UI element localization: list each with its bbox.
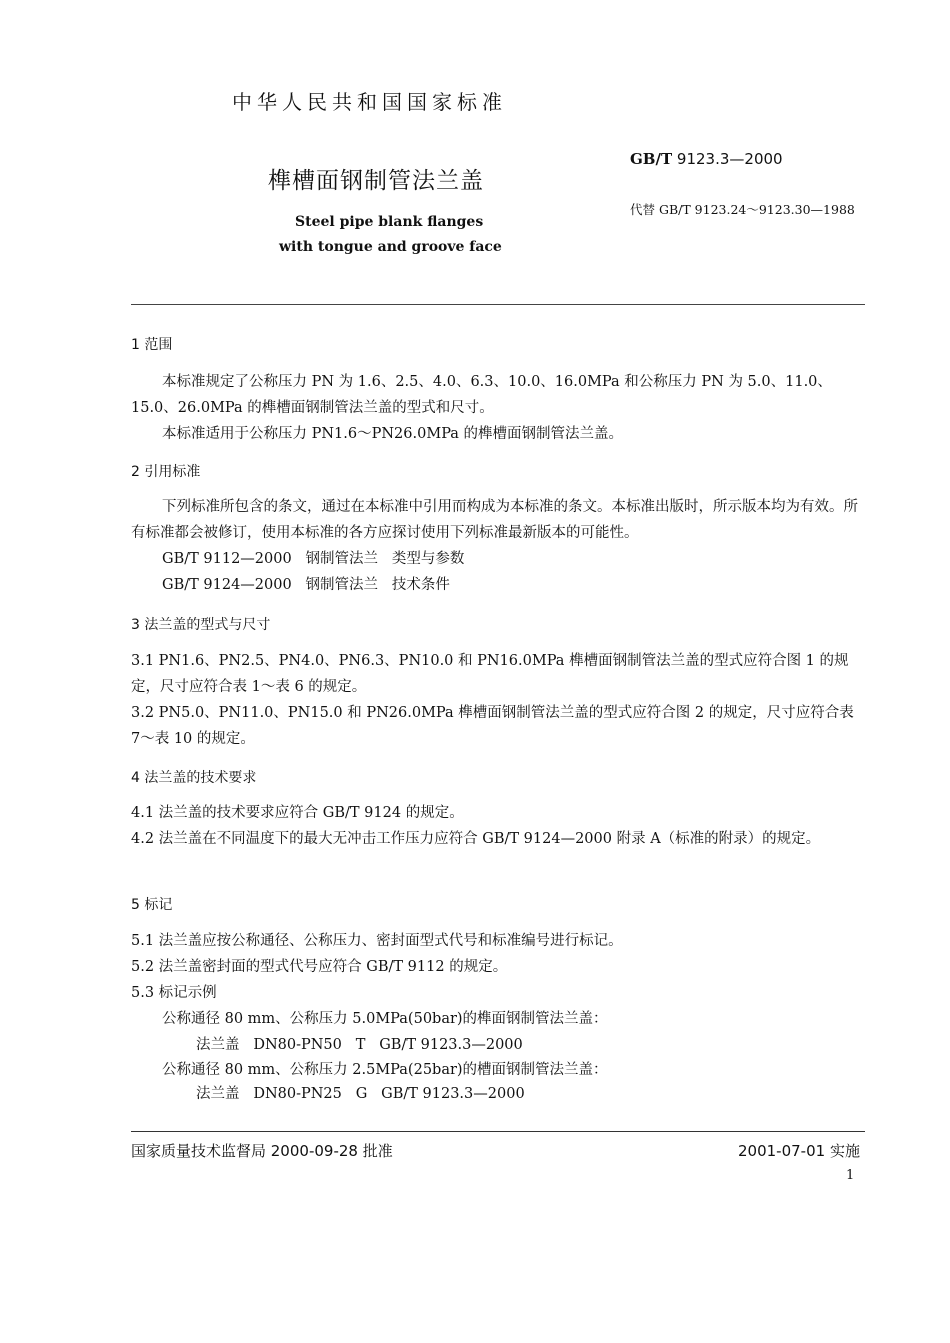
clause-5-3: 5.3 标记示例 — [131, 985, 217, 1001]
reference-gb-t-9124: GB/T 9124—2000 钢制管法兰 技术条件 — [162, 577, 450, 593]
section-1-paragraph-2: 本标准适用于公称压力 PN1.6～PN26.0MPa 的榫槽面钢制管法兰盖。 — [162, 426, 624, 442]
standard-title-en-line2: with tongue and groove face — [279, 239, 502, 255]
standard-prefix: GB/T — [630, 150, 673, 168]
clause-4-1: 4.1 法兰盖的技术要求应符合 GB/T 9124 的规定。 — [131, 805, 464, 821]
section-1-heading: 1 范围 — [131, 337, 173, 353]
effective-date: 2001-07-01 实施 — [738, 1142, 860, 1160]
section-2-paragraph-1: 下列标准所包含的条文，通过在本标准中引用而构成为本标准的条文。本标准出版时，所示版本均为有效。所有标准都会被修订，使用本标准的各方应探讨使用下列标准最新版本的可能性。 — [131, 499, 858, 541]
reference-gb-t-9112: GB/T 9112—2000 钢制管法兰 类型与参数 — [162, 551, 465, 567]
approval-note: 国家质量技术监督局 2000-09-28 批准 — [131, 1142, 393, 1160]
page-number: 1 — [846, 1168, 855, 1183]
clause-4-2: 4.2 法兰盖在不同温度下的最大无冲击工作压力应符合 GB/T 9124—2000 附录 A（标准的附录）的规定。 — [131, 831, 821, 847]
marking-example-1-description: 公称通径 80 mm、公称压力 5.0MPa(50bar)的榫面钢制管法兰盖： — [162, 1011, 608, 1027]
issuing-organization: 中华人民共和国国家标准 — [232, 90, 507, 114]
marking-example-2-description: 公称通径 80 mm、公称压力 2.5MPa(25bar)的槽面钢制管法兰盖： — [162, 1062, 608, 1078]
replaces-note: 代替 GB/T 9123.24～9123.30—1988 — [630, 202, 855, 217]
section-1-paragraph-1: 本标准规定了公称压力 PN 为 1.6、2.5、4.0、6.3、10.0、16.0MPa 和公称压力 PN 为 5.0、11.0、15.0、26.0MPa 的榫槽面钢制管法兰盖的型式和尺寸。 — [131, 374, 832, 416]
marking-example-2: 法兰盖 DN80-PN25 G GB/T 9123.3—2000 — [196, 1086, 525, 1102]
section-5-heading: 5 标记 — [131, 897, 173, 913]
clause-5-1: 5.1 法兰盖应按公称通径、公称压力、密封面型式代号和标准编号进行标记。 — [131, 933, 623, 949]
marking-example-1: 法兰盖 DN80-PN50 T GB/T 9123.3—2000 — [196, 1037, 523, 1053]
header-divider — [131, 304, 865, 305]
standard-code: 9123.3—2000 — [676, 150, 783, 168]
section-3-heading: 3 法兰盖的型式与尺寸 — [131, 617, 271, 633]
standard-title-zh: 榫槽面钢制管法兰盖 — [268, 168, 484, 194]
standard-title-en-line1: Steel pipe blank flanges — [295, 214, 484, 230]
clause-3-2: 3.2 PN5.0、PN11.0、PN15.0 和 PN26.0MPa 榫槽面钢制管法兰盖的型式应符合图 2 的规定，尺寸应符合表 7～表 10 的规定。 — [131, 705, 854, 747]
standard-number — [630, 150, 783, 168]
clause-5-2: 5.2 法兰盖密封面的型式代号应符合 GB/T 9112 的规定。 — [131, 959, 508, 975]
footer-divider — [131, 1131, 865, 1132]
clause-3-1: 3.1 PN1.6、PN2.5、PN4.0、PN6.3、PN10.0 和 PN16.0MPa 榫槽面钢制管法兰盖的型式应符合图 1 的规定，尺寸应符合表 1～表 6 的规定。 — [131, 653, 849, 695]
section-4-heading: 4 法兰盖的技术要求 — [131, 770, 257, 786]
section-2-heading: 2 引用标准 — [131, 464, 201, 480]
